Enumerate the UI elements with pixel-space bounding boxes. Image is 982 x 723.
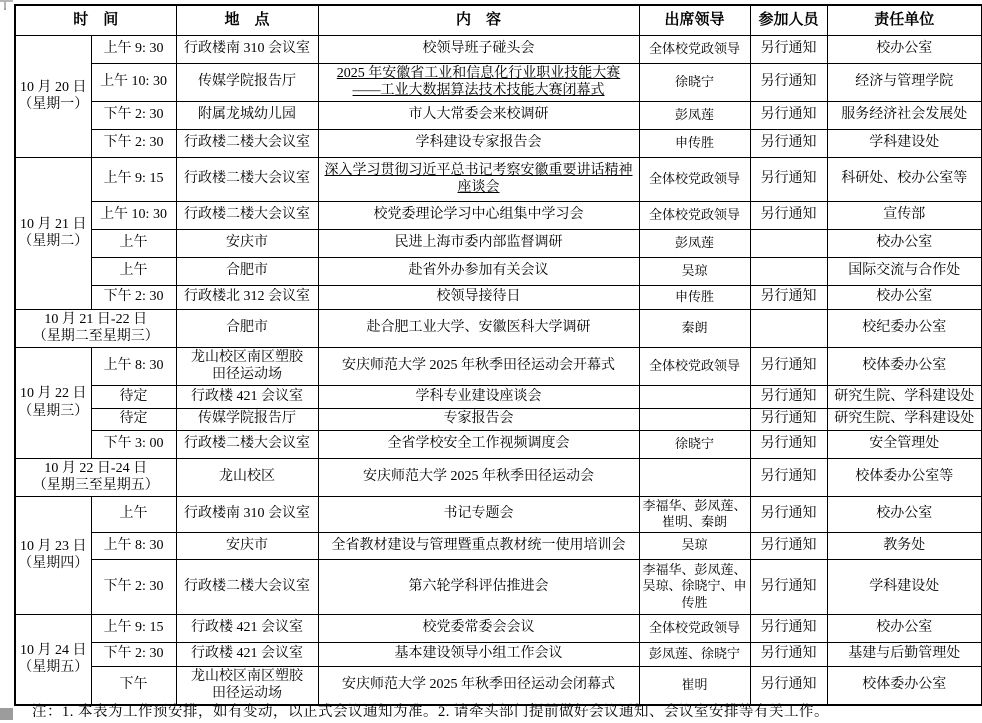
cell-leaders: 李福华、彭凤莲、吴琼、徐晓宁、申传胜	[639, 559, 750, 614]
cell-content: 校党委常委会会议	[318, 614, 639, 642]
cell-leaders: 徐晓宁	[639, 430, 750, 458]
cell-location: 行政楼 421 会议室	[176, 642, 318, 666]
cell-location: 行政楼南 310 会议室	[176, 496, 318, 532]
schedule-row	[15, 642, 982, 666]
cell-content: 基本建设领导小组工作会议	[318, 642, 639, 666]
cell-leaders	[639, 408, 750, 430]
cell-location	[176, 666, 318, 705]
cell-unit: 校体委办公室	[827, 347, 982, 385]
cell-time: 待定	[91, 408, 176, 430]
content-line: 深入学习贯彻习近平总书记考察安徽重要讲话精神	[324, 162, 633, 178]
cell-location: 行政楼 421 会议室	[176, 385, 318, 408]
date-text: 10 月 24 日	[20, 642, 87, 658]
weekday-text: （星期二至星期三）	[32, 329, 159, 344]
cell-time: 下午 2: 30	[91, 129, 176, 157]
cell-participants: 另行通知	[750, 129, 827, 157]
cell-content: 校领导接待日	[318, 285, 639, 309]
cell-time: 上午 9: 30	[91, 35, 176, 63]
cell-content: 全省教材建设与管理暨重点教材统一使用培训会	[318, 532, 639, 559]
cell-content: 学科建设专家报告会	[318, 129, 639, 157]
cell-unit: 安全管理处	[827, 430, 982, 458]
cell-participants: 另行通知	[750, 63, 827, 101]
schedule-row	[15, 35, 982, 63]
cell-participants	[750, 309, 827, 347]
schedule-row	[15, 229, 982, 257]
schedule-row	[15, 101, 982, 129]
cell-content: 安庆师范大学 2025 年秋季田径运动会闭幕式	[318, 666, 639, 705]
col-header-unit: 责任单位	[827, 5, 982, 35]
cell-participants: 另行通知	[750, 666, 827, 705]
cell-participants: 另行通知	[750, 35, 827, 63]
cell-participants: 另行通知	[750, 559, 827, 614]
cell-unit: 科研处、校办公室等	[827, 157, 982, 201]
cell-time: 下午 2: 30	[91, 642, 176, 666]
cell-participants: 另行通知	[750, 430, 827, 458]
cell-leaders: 吴琼	[639, 532, 750, 559]
weekday-text: （星期三至星期五）	[32, 478, 159, 493]
cell-unit: 校纪委办公室	[827, 309, 982, 347]
cell-participants: 另行通知	[750, 532, 827, 559]
cell-leaders: 徐晓宁	[639, 63, 750, 101]
cell-unit: 经济与管理学院	[827, 63, 982, 101]
weekday-text: （星期五）	[18, 660, 89, 675]
cell-time: 上午	[91, 257, 176, 285]
date-text: 10 月 22 日	[20, 386, 87, 401]
schedule-row	[15, 666, 982, 705]
cell-location: 行政楼二楼大会议室	[176, 129, 318, 157]
schedule-row	[15, 430, 982, 458]
cell-location: 附属龙城幼儿园	[176, 101, 318, 129]
cell-content: 安庆师范大学 2025 年秋季田径运动会	[318, 458, 639, 496]
cell-unit: 教务处	[827, 532, 982, 559]
cell-time: 下午 2: 30	[91, 559, 176, 614]
schedule-row	[15, 157, 982, 201]
date-text: 10 月 23 日	[20, 538, 87, 554]
table-move-handle-icon[interactable]	[4, 0, 6, 10]
cell-participants: 另行通知	[750, 408, 827, 430]
cell-leaders: 彭凤莲	[639, 229, 750, 257]
cell-content: 校领导班子碰头会	[318, 35, 639, 63]
cell-time: 上午 10: 30	[91, 201, 176, 229]
cell-leaders	[639, 385, 750, 408]
cell-time: 上午	[91, 229, 176, 257]
cell-time: 上午 10: 30	[91, 63, 176, 101]
cell-time: 下午 2: 30	[91, 285, 176, 309]
cell-participants: 另行通知	[750, 496, 827, 532]
cell-location: 传媒学院报告厅	[176, 408, 318, 430]
cell-unit: 服务经济社会发展处	[827, 101, 982, 129]
weekday-text: （星期三）	[18, 403, 89, 419]
location-line: 龙山校区南区塑胶	[191, 668, 304, 684]
cell-location: 行政楼二楼大会议室	[176, 201, 318, 229]
cell-unit: 校办公室	[827, 35, 982, 63]
cell-location: 传媒学院报告厅	[176, 63, 318, 101]
col-header-time: 时 间	[15, 5, 176, 35]
schedule-row	[15, 532, 982, 559]
cell-location: 行政楼二楼大会议室	[176, 430, 318, 458]
cell-location: 行政楼二楼大会议室	[176, 559, 318, 614]
cell-participants: 另行通知	[750, 101, 827, 129]
cell-unit: 校办公室	[827, 229, 982, 257]
cell-leaders	[639, 458, 750, 496]
cell-leaders: 崔明	[639, 666, 750, 705]
cell-date-range	[15, 309, 176, 347]
location-line: 龙山校区南区塑胶	[191, 349, 304, 365]
cell-participants	[750, 229, 827, 257]
cell-unit: 研究生院、学科建设处	[827, 385, 982, 408]
date-text: 10 月 21 日	[20, 216, 87, 232]
date-text: 10 月 22 日-24 日	[44, 460, 148, 476]
cell-content: 第六轮学科评估推进会	[318, 559, 639, 614]
col-header-location: 地 点	[176, 5, 318, 35]
cell-time: 上午 9: 15	[91, 157, 176, 201]
cell-unit: 基建与后勤管理处	[827, 642, 982, 666]
cell-content: 学科专业建设座谈会	[318, 385, 639, 408]
weekday-text: （星期一）	[18, 97, 89, 112]
schedule-row	[15, 201, 982, 229]
cell-leaders: 全体校党政领导	[639, 614, 750, 642]
cell-participants: 另行通知	[750, 285, 827, 309]
col-header-leaders: 出席领导	[639, 5, 750, 35]
schedule-row	[15, 63, 982, 101]
cell-unit: 校办公室	[827, 285, 982, 309]
cell-leaders: 吴琼	[639, 257, 750, 285]
cell-content: 赴省外办参加有关会议	[318, 257, 639, 285]
weekday-text: （星期二）	[18, 234, 89, 249]
cell-participants: 另行通知	[750, 642, 827, 666]
footer-note: 注：1. 本表为工作预安排，如有变动，以正式会议通知为准。2. 请牵头部门提前做好会议通知、会议室安排等有关工作。	[32, 704, 829, 720]
cell-content: 专家报告会	[318, 408, 639, 430]
cell-location: 行政楼 421 会议室	[176, 614, 318, 642]
schedule-row	[15, 614, 982, 642]
cell-time: 上午 8: 30	[91, 532, 176, 559]
cell-location	[176, 347, 318, 385]
cell-date	[15, 496, 91, 614]
scrollbar-corner-artifact	[0, 708, 13, 720]
cell-location: 合肥市	[176, 309, 318, 347]
cell-participants: 另行通知	[750, 347, 827, 385]
cell-participants: 另行通知	[750, 157, 827, 201]
cell-content: 市人大常委会来校调研	[318, 101, 639, 129]
cell-leaders: 李福华、彭凤莲、崔明、秦朗	[639, 496, 750, 532]
schedule-row	[15, 285, 982, 309]
header-row	[15, 5, 982, 35]
schedule-row	[15, 496, 982, 532]
location-line: 田径运动场	[212, 367, 283, 382]
cell-time: 下午 3: 00	[91, 430, 176, 458]
content-line: 座谈会	[457, 180, 500, 195]
cell-location: 安庆市	[176, 229, 318, 257]
cell-location: 安庆市	[176, 532, 318, 559]
date-text: 10 月 20 日	[20, 79, 87, 95]
schedule-row	[15, 408, 982, 430]
cell-unit: 学科建设处	[827, 129, 982, 157]
cell-unit: 宣传部	[827, 201, 982, 229]
cell-content: 民进上海市委内部监督调研	[318, 229, 639, 257]
cell-content	[318, 63, 639, 101]
cell-leaders: 申传胜	[639, 285, 750, 309]
schedule-row	[15, 309, 982, 347]
weekday-text: （星期四）	[18, 556, 89, 571]
cell-participants	[750, 257, 827, 285]
cell-time: 待定	[91, 385, 176, 408]
cell-date	[15, 35, 91, 157]
cell-unit: 研究生院、学科建设处	[827, 408, 982, 430]
content-line: ——工业大数据算法技术技能大赛闭幕式	[352, 83, 605, 98]
cell-participants: 另行通知	[750, 385, 827, 408]
cell-content: 安庆师范大学 2025 年秋季田径运动会开幕式	[318, 347, 639, 385]
cell-leaders: 全体校党政领导	[639, 347, 750, 385]
content-line: 2025 年安徽省工业和信息化行业职业技能大赛	[336, 65, 621, 81]
cell-date	[15, 157, 91, 309]
cell-unit: 校体委办公室等	[827, 458, 982, 496]
location-line: 田径运动场	[212, 686, 283, 701]
cell-unit: 校体委办公室	[827, 666, 982, 705]
schedule-row	[15, 559, 982, 614]
cell-date	[15, 614, 91, 705]
cell-leaders: 彭凤莲	[639, 101, 750, 129]
cell-unit: 国际交流与合作处	[827, 257, 982, 285]
cell-content	[318, 157, 639, 201]
schedule-row	[15, 347, 982, 385]
cell-time: 下午	[91, 666, 176, 705]
cell-leaders: 秦朗	[639, 309, 750, 347]
cell-content: 校党委理论学习中心组集中学习会	[318, 201, 639, 229]
cell-content: 全省学校安全工作视频调度会	[318, 430, 639, 458]
cell-date	[15, 347, 91, 458]
cell-location: 行政楼二楼大会议室	[176, 157, 318, 201]
schedule-row	[15, 458, 982, 496]
schedule-row	[15, 257, 982, 285]
cell-date-range	[15, 458, 176, 496]
col-header-content: 内 容	[318, 5, 639, 35]
cell-time: 上午	[91, 496, 176, 532]
cell-unit: 学科建设处	[827, 559, 982, 614]
date-text: 10 月 21 日-22 日	[44, 311, 148, 327]
cell-time: 下午 2: 30	[91, 101, 176, 129]
schedule-table	[14, 4, 982, 706]
cell-leaders: 全体校党政领导	[639, 157, 750, 201]
cell-location: 合肥市	[176, 257, 318, 285]
cell-location: 行政楼南 310 会议室	[176, 35, 318, 63]
table-move-handle-icon[interactable]	[0, 0, 13, 2]
cell-location: 行政楼北 312 会议室	[176, 285, 318, 309]
cell-leaders: 彭凤莲、徐晓宁	[639, 642, 750, 666]
cell-unit: 校办公室	[827, 614, 982, 642]
cell-participants: 另行通知	[750, 614, 827, 642]
cell-time: 上午 9: 15	[91, 614, 176, 642]
col-header-participants: 参加人员	[750, 5, 827, 35]
cell-content: 赴合肥工业大学、安徽医科大学调研	[318, 309, 639, 347]
cell-participants: 另行通知	[750, 458, 827, 496]
cell-time: 上午 8: 30	[91, 347, 176, 385]
cell-participants: 另行通知	[750, 201, 827, 229]
cell-leaders: 申传胜	[639, 129, 750, 157]
cell-location: 龙山校区	[176, 458, 318, 496]
cell-unit: 校办公室	[827, 496, 982, 532]
cell-leaders: 全体校党政领导	[639, 35, 750, 63]
schedule-row	[15, 129, 982, 157]
cell-leaders: 全体校党政领导	[639, 201, 750, 229]
cell-content: 书记专题会	[318, 496, 639, 532]
schedule-row	[15, 385, 982, 408]
